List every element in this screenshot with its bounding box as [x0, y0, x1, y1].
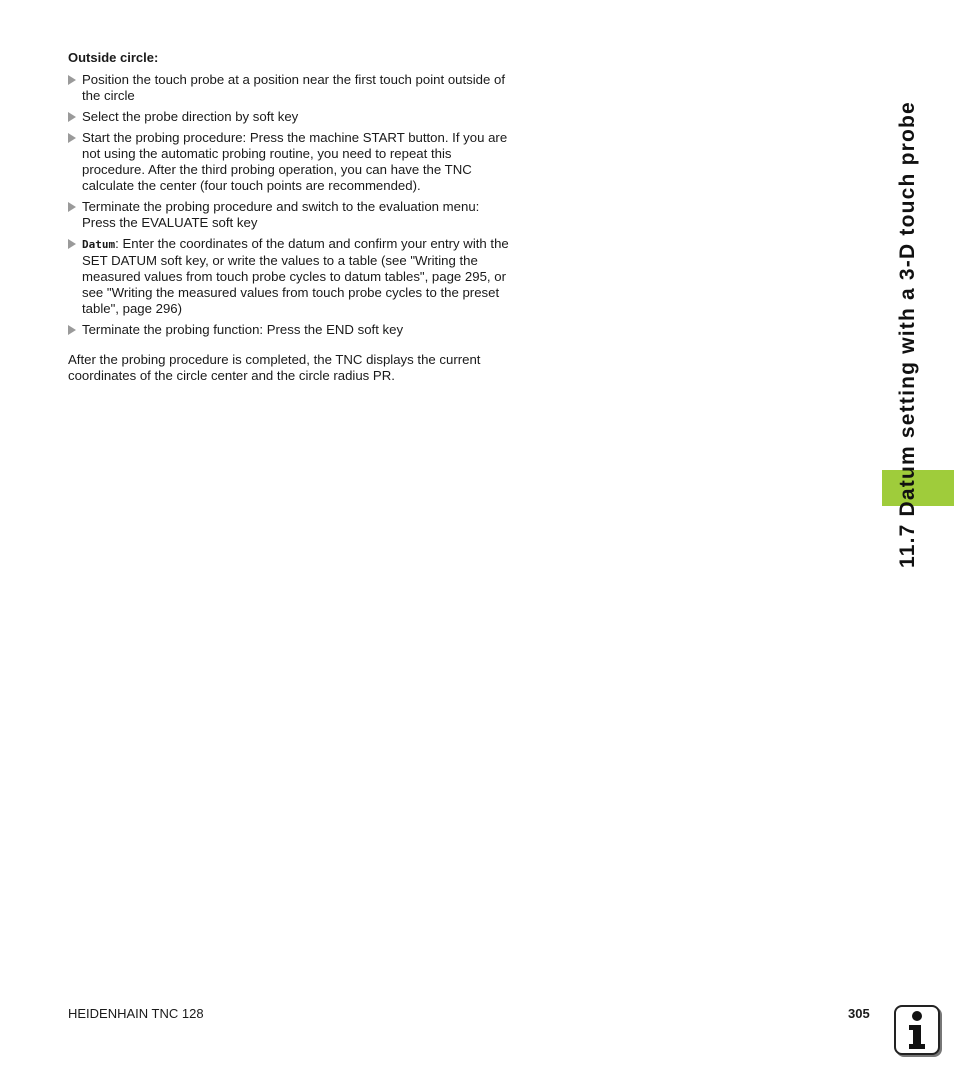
step-text: Terminate the probing function: Press the END soft key	[82, 322, 404, 337]
step-text: Terminate the probing procedure and switch to the evaluation menu: Press the EVALUATE soft key	[82, 199, 480, 230]
triangle-right-icon	[68, 133, 76, 143]
triangle-right-icon	[68, 325, 76, 335]
list-item	[68, 236, 513, 317]
step-text: Select the probe direction by soft key	[82, 109, 299, 124]
triangle-right-icon	[68, 75, 76, 85]
triangle-right-icon	[68, 239, 76, 249]
list-item	[68, 72, 513, 104]
page-number: 305	[848, 1006, 870, 1021]
step-text: Position the touch probe at a position near the first touch point outside of the circle	[82, 72, 506, 103]
list-item	[68, 130, 513, 194]
section-heading: Outside circle:	[68, 50, 159, 65]
info-icon	[894, 1005, 940, 1055]
triangle-right-icon	[68, 112, 76, 122]
chapter-side-title: 11.7 Datum setting with a 3-D touch probe	[896, 101, 919, 568]
triangle-right-icon	[68, 202, 76, 212]
list-item	[68, 109, 513, 125]
footer-product: HEIDENHAIN TNC 128	[68, 1006, 204, 1021]
step-list	[68, 72, 513, 338]
step-text: Start the probing procedure: Press the machine START button. If you are not using the automatic probing routine, you need to repeat this procedure. After the third probing operation, you can have the TNC calculate the center (four touch points are recommended).	[82, 130, 508, 193]
datum-code: Datum	[82, 238, 116, 251]
list-item	[68, 322, 513, 338]
step-text: : Enter the coordinates of the datum and confirm your entry with the SET DATUM soft key, or write the values to a table (see "Writing the measured values from touch probe cycles to datum tables", page 295, or see "Writing the measured values from touch probe cycles to the preset table", page 296)	[82, 236, 509, 316]
list-item	[68, 199, 513, 231]
main-content	[68, 50, 513, 384]
summary-paragraph: After the probing procedure is completed, the TNC displays the current coordinates of the circle center and the circle radius PR.	[68, 352, 481, 383]
